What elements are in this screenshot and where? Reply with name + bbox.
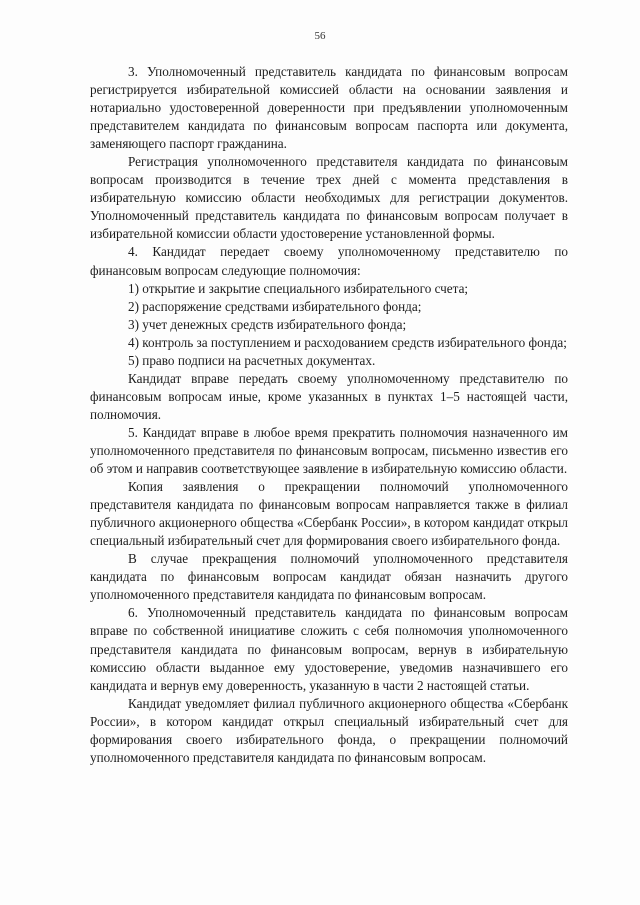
paragraph-3-registration: 3. Уполномоченный представитель кандидата по финансовым вопросам регистрируется избирательной комиссией области на основании заявления и нотариально удостоверенной доверенности при предъявлении уполномоченным представителем кандидата по финансовым вопросам паспорта или документа, заменяющего паспорт гражданина. bbox=[90, 64, 568, 152]
paragraph-4-powers: 4. Кандидат передает своему уполномоченному представителю по финансовым вопросам следующие полномочия: bbox=[90, 244, 568, 278]
paragraph-copy-of-statement: Копия заявления о прекращении полномочий уполномоченного представителя кандидата по финансовым вопросам направляется также в филиал публичного акционерного общества «Сбербанк России», в котором кандидат открыл специальный избирательный счет для формирования своего избирательного фонда. bbox=[90, 479, 568, 549]
document-body bbox=[90, 63, 568, 767]
list-item-1: 1) открытие и закрытие специального избирательного счета; bbox=[128, 280, 469, 296]
list-item-4: 4) контроль за поступлением и расходованием средств избирательного фонда; bbox=[128, 334, 567, 350]
paragraph-replacement: В случае прекращения полномочий уполномоченного представителя кандидата по финансовым вопросам кандидат обязан назначить другого уполномоченного представителя кандидата по финансовым вопросам. bbox=[90, 551, 568, 603]
paragraph-other-powers: Кандидат вправе передать своему уполномоченному представителю по финансовым вопросам иные, кроме указанных в пунктах 1–5 настоящей части, полномочия. bbox=[90, 370, 568, 422]
list-item-2: 2) распоряжение средствами избирательного фонда; bbox=[128, 298, 422, 314]
paragraph-bank-notification: Кандидат уведомляет филиал публичного акционерного общества «Сбербанк России», в котором кандидат открыл специальный избирательный счет для формирования своего избирательного фонда, о прекращении полномочий уполномоченного представителя кандидата по финансовым вопросам. bbox=[90, 695, 568, 765]
paragraph-registration-term: Регистрация уполномоченного представителя кандидата по финансовым вопросам производится в течение трех дней с момента представления в избирательную комиссию области необходимых для регистрации документов. Уполномоченный представитель кандидата по финансовым вопросам получает в избирательной комиссии области удостоверение установленной формы. bbox=[90, 154, 568, 242]
paragraph-5-termination: 5. Кандидат вправе в любое время прекратить полномочия назначенного им уполномоченного представителя по финансовым вопросам, письменно известив его об этом и направив соответствующее заявление в избирательную комиссию области. bbox=[90, 424, 568, 477]
paragraph-6-resignation: 6. Уполномоченный представитель кандидата по финансовым вопросам вправе по собственной инициативе сложить с себя полномочия уполномоченного представителя кандидата по финансовым вопросам, вернув в избирательную комиссию области выданное ему удостоверение, уведомив назначившего его кандидата и вернув ему доверенность, указанную в части 2 настоящей статьи. bbox=[90, 605, 568, 693]
list-item-3: 3) учет денежных средств избирательного фонда; bbox=[128, 316, 407, 332]
list-item-5: 5) право подписи на расчетных документах. bbox=[128, 352, 376, 368]
page-number: 56 bbox=[314, 30, 326, 42]
